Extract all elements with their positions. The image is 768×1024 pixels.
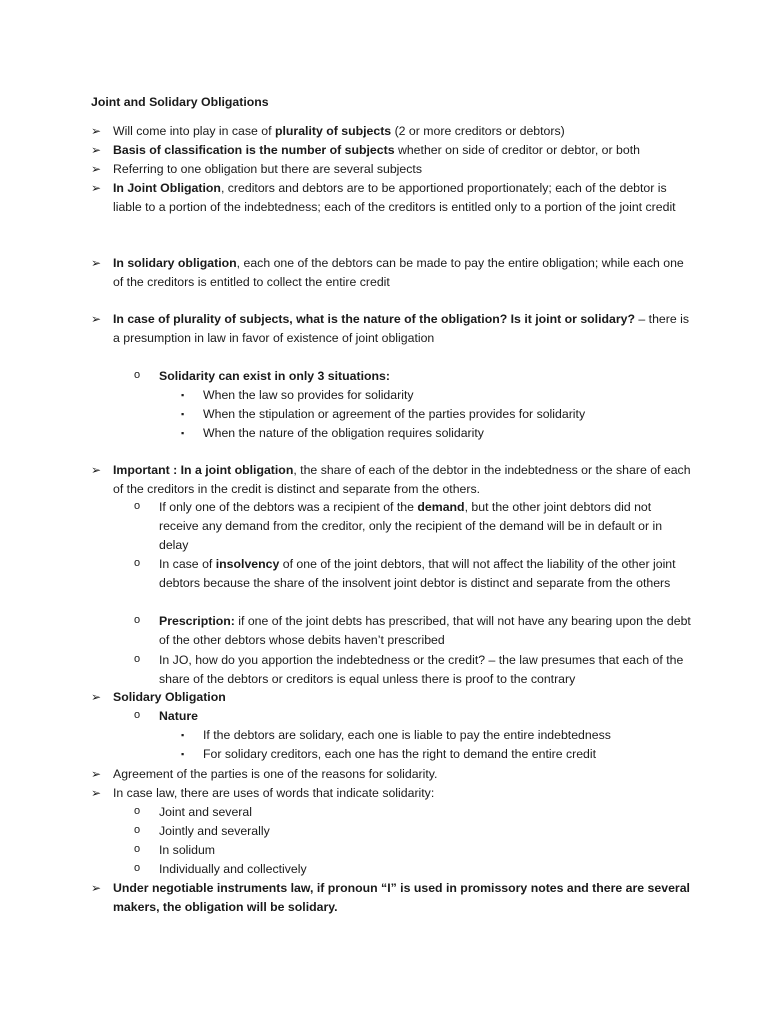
square-bullet-icon: ▪: [181, 749, 185, 759]
circle-bullet-icon: o: [134, 862, 141, 874]
sub-list-item: o If only one of the debtors was a recipient of the demand, but the other joint debtors did not receive any demand from the creditor, only the recipient of the demand will be in default or in delay: [134, 498, 694, 555]
document-title: Joint and Solidary Obligations: [91, 95, 269, 109]
list-item: ➢ Important : In a joint obligation, the share of each of the debtor in the indebtedness or the share of each of the creditors in the credit is distinct and separate from the others.: [91, 463, 691, 496]
sub-list-item: o In JO, how do you apportion the indebtedness or the credit? – the law presumes that each of the share of the debtors or creditors is equal unless there is proof to the contrary: [134, 651, 694, 689]
sub-sub-list-item: ▪ When the stipulation or agreement of the parties provides for solidarity: [181, 405, 681, 424]
list-item: ➢ Solidary Obligation: [91, 688, 691, 707]
sub-sub-list-item: ▪ When the nature of the obligation requires solidarity: [181, 424, 681, 443]
square-bullet-icon: ▪: [181, 390, 185, 400]
circle-bullet-icon: o: [134, 709, 141, 721]
arrow-bullet-icon: ➢: [91, 786, 102, 800]
circle-bullet-icon: o: [134, 653, 141, 665]
sub-list-item: o Jointly and severally: [134, 822, 694, 841]
sub-list-item: o Solidarity can exist in only 3 situations:: [134, 367, 694, 386]
arrow-bullet-icon: ➢: [91, 181, 102, 195]
circle-bullet-icon: o: [134, 557, 141, 569]
square-bullet-icon: ▪: [181, 409, 185, 419]
square-bullet-icon: ▪: [181, 428, 185, 438]
sub-list-item: o Individually and collectively: [134, 860, 694, 879]
square-bullet-icon: ▪: [181, 730, 185, 740]
circle-bullet-icon: o: [134, 500, 141, 512]
arrow-bullet-icon: ➢: [91, 881, 102, 895]
arrow-bullet-icon: ➢: [91, 463, 102, 477]
arrow-bullet-icon: ➢: [91, 312, 102, 326]
circle-bullet-icon: o: [134, 824, 141, 836]
sub-list-item: o Prescription: if one of the joint debts has prescribed, that will not have any bearing upon the debt of the other debtors whose debits haven’t prescribed: [134, 612, 694, 650]
sub-list-item: o In solidum: [134, 841, 694, 860]
arrow-bullet-icon: ➢: [91, 124, 102, 138]
circle-bullet-icon: o: [134, 805, 141, 817]
arrow-bullet-icon: ➢: [91, 143, 102, 157]
list-item: ➢ In case of plurality of subjects, what is the nature of the obligation? Is it joint or solidary? – there is a presumption in law in favor of existence of joint obligation: [91, 312, 689, 345]
circle-bullet-icon: o: [134, 843, 141, 855]
list-item: ➢ Under negotiable instruments law, if pronoun “I” is used in promissory notes and there are several makers, the obligation will be solidary.: [91, 881, 690, 914]
arrow-bullet-icon: ➢: [91, 162, 102, 176]
list-item: ➢ Agreement of the parties is one of the reasons for solidarity.: [91, 765, 691, 784]
arrow-bullet-icon: ➢: [91, 767, 102, 781]
sub-sub-list-item: ▪ If the debtors are solidary, each one is liable to pay the entire indebtedness: [181, 726, 681, 745]
list-item: ➢ Basis of classification is the number of subjects whether on side of creditor or debtor, or both: [91, 141, 691, 160]
sub-sub-list-item: ▪ When the law so provides for solidarity: [181, 386, 681, 405]
circle-bullet-icon: o: [134, 369, 141, 381]
sub-list-item: o Nature: [134, 707, 694, 726]
list-item: ➢ Referring to one obligation but there are several subjects: [91, 160, 691, 179]
list-item: ➢ In case law, there are uses of words that indicate solidarity:: [91, 784, 691, 803]
sub-list-item: o Joint and several: [134, 803, 694, 822]
sub-list-item: o In case of insolvency of one of the joint debtors, that will not affect the liability of the other joint debtors because the share of the insolvent joint debtor is distinct and separate from the others: [134, 555, 694, 593]
arrow-bullet-icon: ➢: [91, 256, 102, 270]
circle-bullet-icon: o: [134, 614, 141, 626]
list-item: ➢ In Joint Obligation, creditors and debtors are to be apportioned proportionately; each of the debtor is liable to a portion of the indebtedness; each of the creditors is entitled only to a portion of the joint credit: [91, 181, 676, 214]
list-item: ➢ In solidary obligation, each one of the debtors can be made to pay the entire obligation; while each one of the creditors is entitled to collect the entire credit: [91, 256, 684, 289]
list-item: ➢ Will come into play in case of plurality of subjects (2 or more creditors or debtors): [91, 122, 691, 141]
arrow-bullet-icon: ➢: [91, 690, 102, 704]
sub-sub-list-item: ▪ For solidary creditors, each one has the right to demand the entire credit: [181, 745, 681, 764]
